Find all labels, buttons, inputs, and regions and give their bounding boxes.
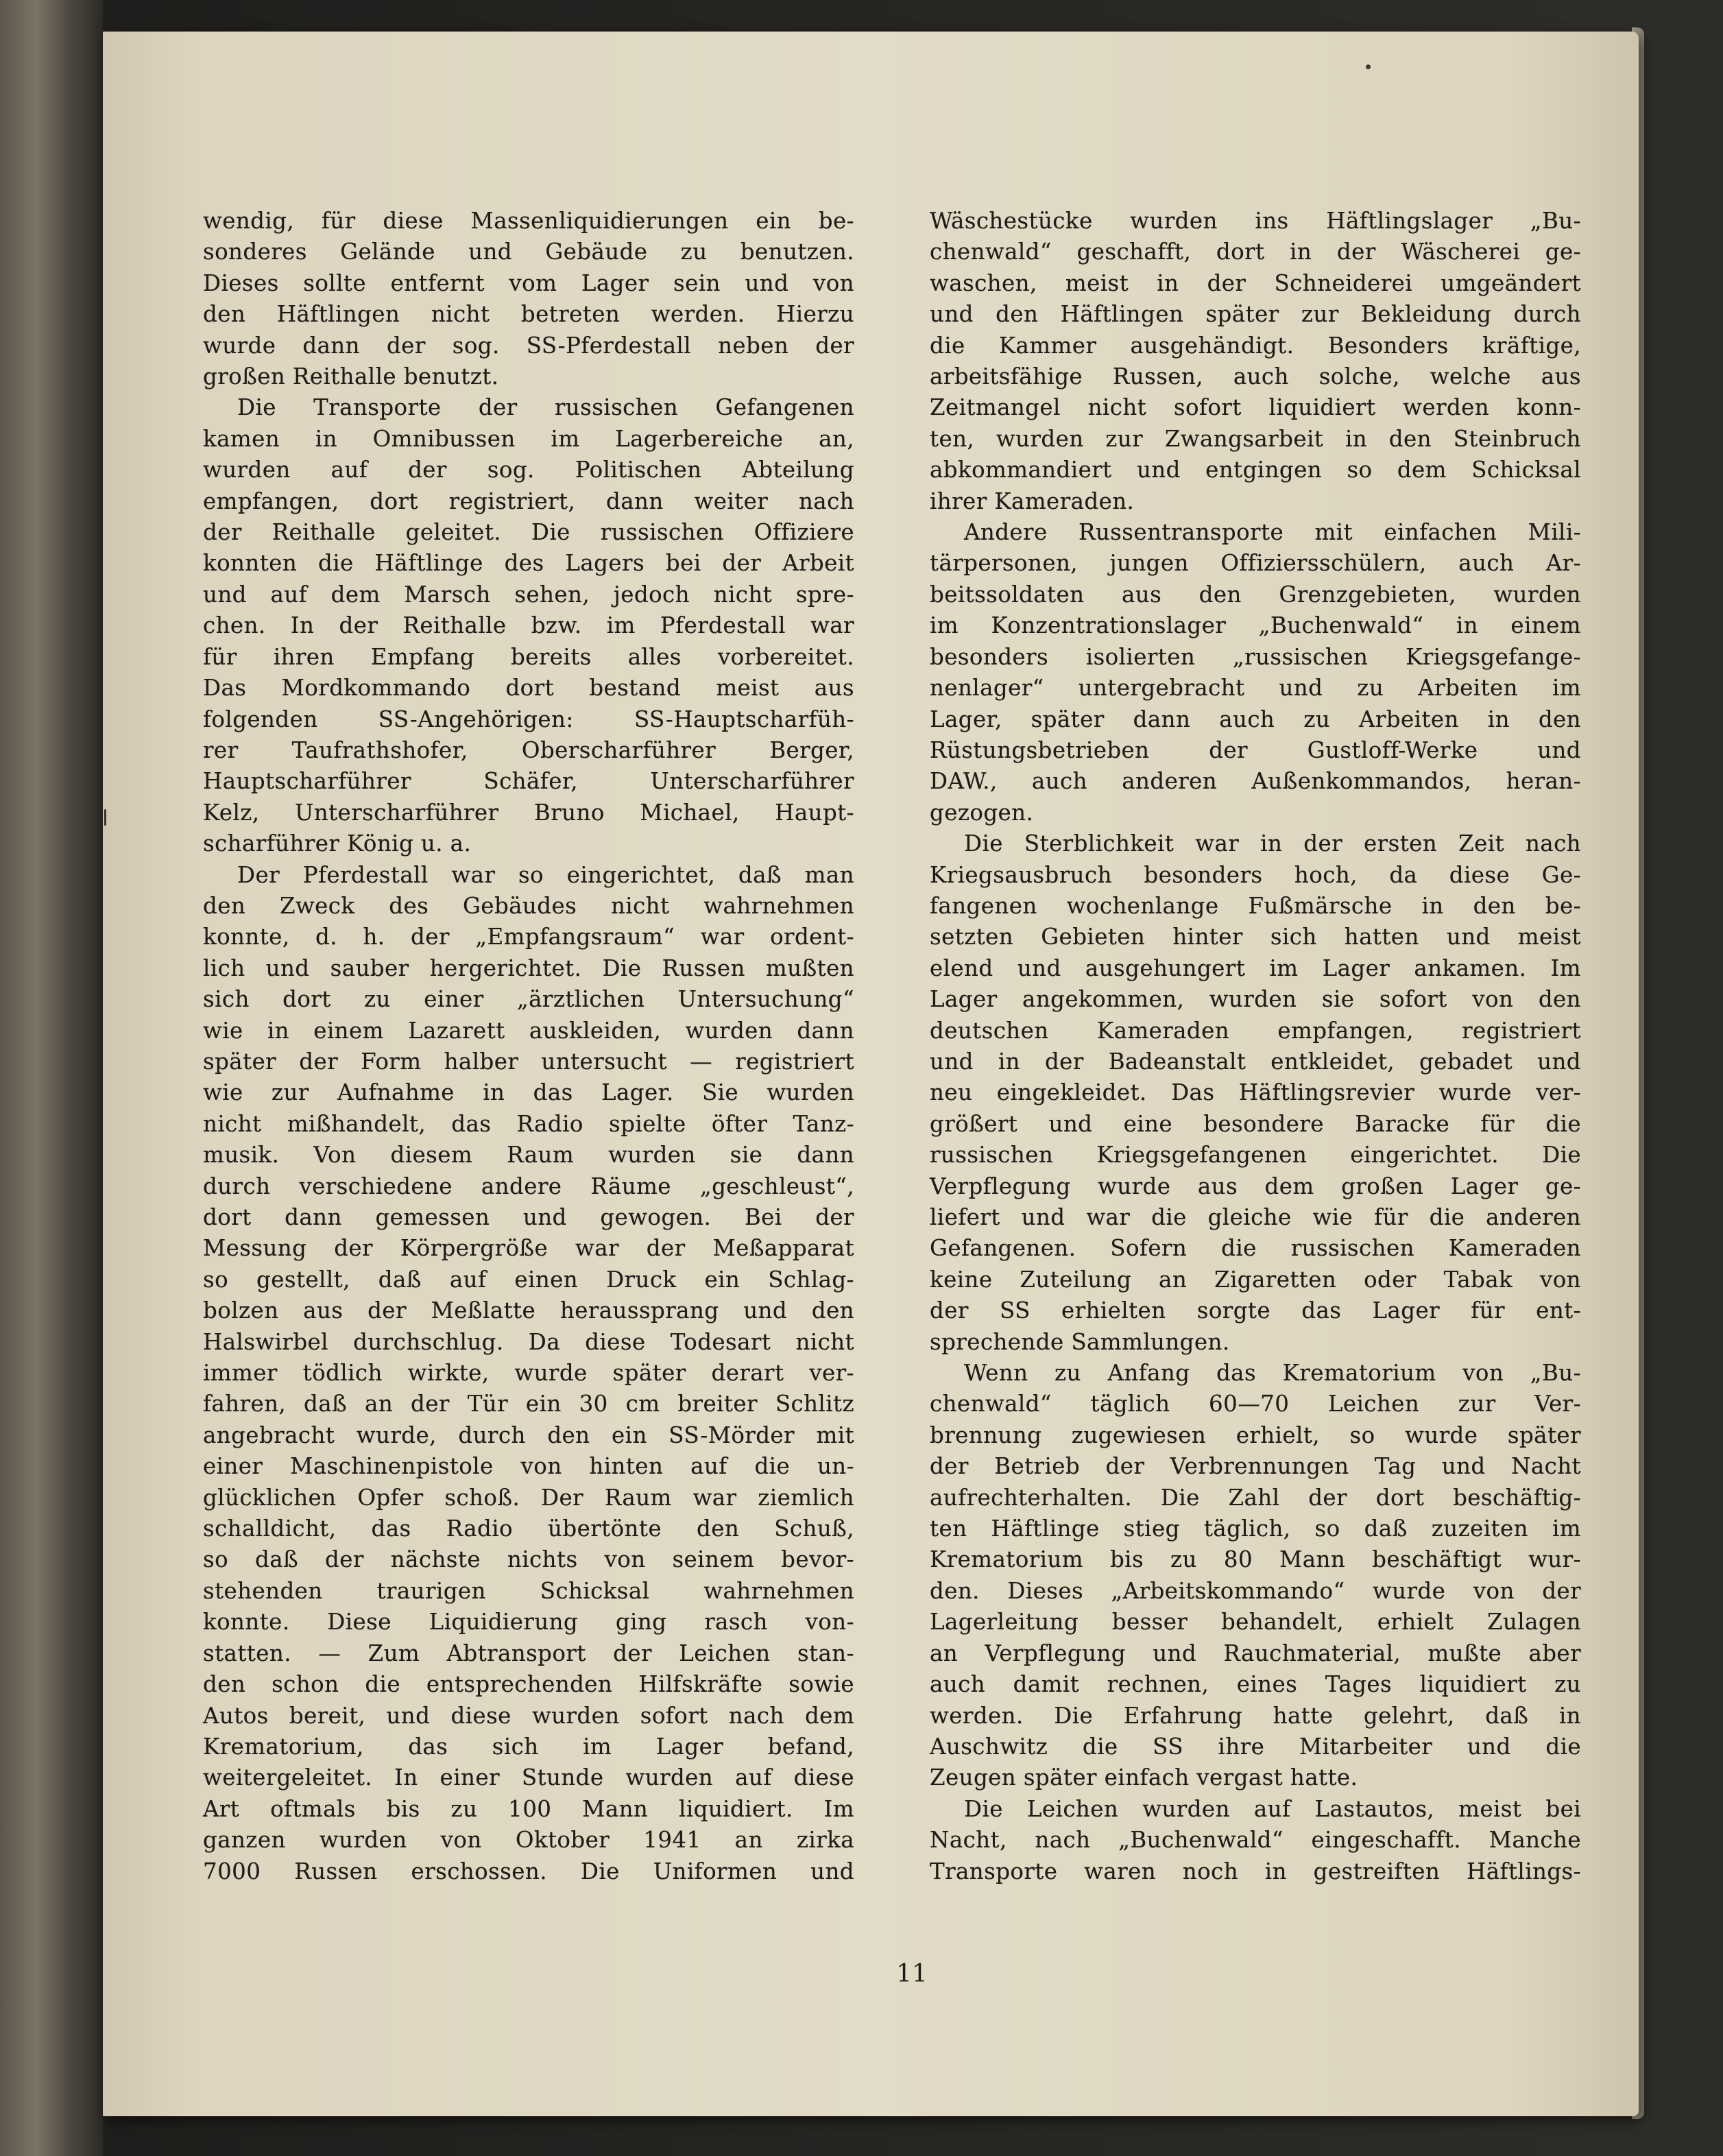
text-line: für ihren Empfang bereits alles vorbereitet.	[203, 643, 854, 670]
text-line: Kelz, Unterscharführer Bruno Michael, Haupt-	[203, 799, 854, 826]
text-line: an Verpflegung und Rauchmaterial, mußte aber	[930, 1640, 1581, 1666]
text-line: und den Häftlingen später zur Bekleidung durch	[930, 301, 1581, 328]
text-line: Wenn zu Anfang das Krematorium von „Bu-	[964, 1360, 1581, 1387]
text-line: Auschwitz die SS ihre Mitarbeiter und die	[930, 1733, 1581, 1760]
text-line: ten Häftlinge stieg täglich, so daß zuzeiten im	[930, 1516, 1581, 1542]
text-line: stehenden traurigen Schicksal wahrnehmen	[203, 1577, 854, 1604]
text-line: die Kammer ausgehändigt. Besonders kräftige,	[930, 332, 1581, 359]
text-line: Lager angekommen, wurden sie sofort von den	[930, 986, 1581, 1013]
text-line: Krematorium bis zu 80 Mann beschäftigt wur-	[930, 1546, 1581, 1573]
text-line: chen. In der Reithalle bzw. im Pferdestall war	[203, 612, 854, 639]
text-line: neu eingekleidet. Das Häftlingsrevier wurde ver-	[930, 1079, 1581, 1106]
text-line: immer tödlich wirkte, wurde später derart ver-	[203, 1360, 854, 1387]
text-line: wendig, für diese Massenliquidierungen ein be-	[203, 208, 854, 234]
text-line: nicht mißhandelt, das Radio spielte öfter Tanz-	[203, 1110, 854, 1137]
text-line: einer Maschinenpistole von hinten auf die un-	[203, 1453, 854, 1480]
text-line: besonders isolierten „russischen Kriegsgefange-	[930, 643, 1581, 670]
text-line: durch verschiedene andere Räume „geschleust“,	[203, 1173, 854, 1199]
text-line: Zeugen später einfach vergast hatte.	[930, 1764, 1358, 1791]
text-line: fangenen wochenlange Fußmärsche in den be-	[930, 892, 1581, 919]
text-line: großen Reithalle benutzt.	[203, 363, 499, 390]
text-line: wie in einem Lazarett auskleiden, wurden dann	[203, 1017, 854, 1044]
text-line: Gefangenen. Sofern die russischen Kameraden	[930, 1235, 1581, 1262]
text-line: größert und eine besondere Baracke für die	[930, 1110, 1581, 1137]
text-line: Das Mordkommando dort bestand meist aus	[203, 675, 854, 702]
text-line: 7000 Russen erschossen. Die Uniformen und	[203, 1858, 854, 1884]
text-line: beitssoldaten aus den Grenzgebieten, wurden	[930, 581, 1581, 608]
text-line: elend und ausgehungert im Lager ankamen. Im	[930, 955, 1581, 981]
text-line: brennung zugewiesen erhielt, so wurde später	[930, 1422, 1581, 1448]
text-line: wie zur Aufnahme in das Lager. Sie wurden	[203, 1079, 854, 1106]
text-line: Messung der Körpergröße war der Meßapparat	[203, 1235, 854, 1262]
text-line: abkommandiert und entgingen so dem Schicksal	[930, 457, 1581, 483]
text-line: waschen, meist in der Schneiderei umgeändert	[930, 270, 1581, 296]
text-line: setzten Gebieten hinter sich hatten und meist	[930, 924, 1581, 950]
text-line: russischen Kriegsgefangenen eingerichtet. Die	[930, 1142, 1581, 1169]
text-line: schalldicht, das Radio übertönte den Schuß,	[203, 1516, 854, 1542]
text-line: konnten die Häftlinge des Lagers bei der Arbeit	[203, 550, 854, 577]
text-line: Verpflegung wurde aus dem großen Lager ge-	[930, 1173, 1581, 1199]
text-line: Die Transporte der russischen Gefangenen	[237, 394, 854, 421]
text-line: im Konzentrationslager „Buchenwald“ in einem	[930, 612, 1581, 639]
text-line: empfangen, dort registriert, dann weiter nach	[203, 488, 854, 514]
text-line: Autos bereit, und diese wurden sofort nach dem	[203, 1702, 854, 1729]
text-line: den. Dieses „Arbeitskommando“ wurde von der	[930, 1577, 1581, 1604]
text-line: konnte. Diese Liquidierung ging rasch von-	[203, 1609, 854, 1636]
print-speck	[104, 809, 106, 826]
text-line: sich dort zu einer „ärztlichen Untersuchung“	[203, 986, 854, 1013]
text-line: wurden auf der sog. Politischen Abteilung	[203, 457, 854, 483]
page-number: 11	[896, 1960, 928, 1988]
text-line: arbeitsfähige Russen, auch solche, welche aus	[930, 363, 1581, 390]
text-line: auch damit rechnen, eines Tages liquidiert zu	[930, 1671, 1581, 1698]
text-line: Lager, später dann auch zu Arbeiten in den	[930, 706, 1581, 732]
text-line: keine Zuteilung an Zigaretten oder Tabak von	[930, 1266, 1581, 1293]
text-line: der Reithalle geleitet. Die russischen Offiziere	[203, 519, 854, 546]
text-line: liefert und war die gleiche wie für die anderen	[930, 1204, 1581, 1230]
text-line: und auf dem Marsch sehen, jedoch nicht spre-	[203, 581, 854, 608]
text-line: werden. Die Erfahrung hatte gelehrt, daß in	[930, 1702, 1581, 1729]
text-line: den schon die entsprechenden Hilfskräfte sowie	[203, 1671, 854, 1698]
text-line: nenlager“ untergebracht und zu Arbeiten im	[930, 675, 1581, 702]
text-line: Wäschestücke wurden ins Häftlingslager „Bu-	[930, 208, 1581, 234]
text-line: Hauptscharführer Schäfer, Unterscharführer	[203, 768, 854, 795]
text-line: der Betrieb der Verbrennungen Tag und Nacht	[930, 1453, 1581, 1480]
text-line: Halswirbel durchschlug. Da diese Todesart nicht	[203, 1328, 854, 1355]
text-line: Art oftmals bis zu 100 Mann liquidiert. Im	[203, 1795, 854, 1822]
text-line: Die Sterblichkeit war in der ersten Zeit nach	[964, 830, 1581, 857]
text-line: rer Taufrathshofer, Oberscharführer Berger,	[203, 736, 854, 763]
text-line: chenwald“ geschafft, dort in der Wäscherei ge-	[930, 239, 1581, 265]
text-line: aufrechterhalten. Die Zahl der dort beschäftig-	[930, 1484, 1581, 1511]
text-line: den Zweck des Gebäudes nicht wahrnehmen	[203, 892, 854, 919]
text-line: tärpersonen, jungen Offiziersschülern, auch Ar-	[930, 550, 1581, 577]
text-line: Die Leichen wurden auf Lastautos, meist bei	[964, 1795, 1581, 1822]
text-line: statten. — Zum Abtransport der Leichen stan-	[203, 1640, 854, 1666]
text-line: fahren, daß an der Tür ein 30 cm breiter Schlitz	[203, 1391, 854, 1417]
text-line: sonderes Gelände und Gebäude zu benutzen.	[203, 239, 854, 265]
text-line: den Häftlingen nicht betreten werden. Hierzu	[203, 301, 854, 328]
text-line: deutschen Kameraden empfangen, registriert	[930, 1017, 1581, 1044]
text-line: ganzen wurden von Oktober 1941 an zirka	[203, 1827, 854, 1854]
text-line: so gestellt, daß auf einen Druck ein Schlag-	[203, 1266, 854, 1293]
text-line: dort dann gemessen und gewogen. Bei der	[203, 1204, 854, 1230]
text-line: Transporte waren noch in gestreiften Häftlings-	[930, 1858, 1581, 1884]
text-line: Lagerleitung besser behandelt, erhielt Zulagen	[930, 1609, 1581, 1636]
text-line: folgenden SS-Angehörigen: SS-Hauptscharfüh-	[203, 706, 854, 732]
text-line: und in der Badeanstalt entkleidet, gebadet und	[930, 1048, 1581, 1075]
text-line: sprechende Sammlungen.	[930, 1328, 1230, 1355]
print-speck	[1366, 64, 1371, 69]
text-line: Rüstungsbetrieben der Gustloff-Werke und	[930, 736, 1581, 763]
text-line: später der Form halber untersucht — registriert	[203, 1048, 854, 1075]
text-line: Der Pferdestall war so eingerichtet, daß man	[237, 861, 854, 888]
text-line: Andere Russentransporte mit einfachen Mili-	[964, 519, 1581, 546]
text-line: glücklichen Opfer schoß. Der Raum war ziemlich	[203, 1484, 854, 1511]
text-line: kamen in Omnibussen im Lagerbereiche an,	[203, 425, 854, 452]
text-line: der SS erhielten sorgte das Lager für ent-	[930, 1297, 1581, 1324]
book-gutter	[0, 0, 103, 2156]
text-line: angebracht wurde, durch den ein SS-Mörder mit	[203, 1422, 854, 1448]
text-line: DAW., auch anderen Außenkommandos, heran-	[930, 768, 1581, 795]
text-line: scharführer König u. a.	[203, 830, 472, 857]
text-line: so daß der nächste nichts von seinem bevor-	[203, 1546, 854, 1573]
text-line: Zeitmangel nicht sofort liquidiert werden konn-	[930, 394, 1581, 421]
text-line: wurde dann der sog. SS-Pferdestall neben der	[203, 332, 854, 359]
text-line: ten, wurden zur Zwangsarbeit in den Steinbruch	[930, 425, 1581, 452]
text-line: konnte, d. h. der „Empfangsraum“ war ordent-	[203, 924, 854, 950]
text-column-left	[203, 206, 854, 1887]
text-line: Nacht, nach „Buchenwald“ eingeschafft. Manche	[930, 1827, 1581, 1854]
text-line: chenwald“ täglich 60—70 Leichen zur Ver-	[930, 1391, 1581, 1417]
text-line: gezogen.	[930, 799, 1034, 826]
text-line: Krematorium, das sich im Lager befand,	[203, 1733, 854, 1760]
text-line: Dieses sollte entfernt vom Lager sein und von	[203, 270, 854, 296]
text-line: musik. Von diesem Raum wurden sie dann	[203, 1142, 854, 1169]
text-line: weitergeleitet. In einer Stunde wurden auf diese	[203, 1764, 854, 1791]
text-line: bolzen aus der Meßlatte heraussprang und den	[203, 1297, 854, 1324]
text-column-right	[930, 206, 1581, 1887]
text-line: lich und sauber hergerichtet. Die Russen mußten	[203, 955, 854, 981]
text-line: Kriegsausbruch besonders hoch, da diese Ge-	[930, 861, 1581, 888]
text-line: ihrer Kameraden.	[930, 488, 1135, 514]
